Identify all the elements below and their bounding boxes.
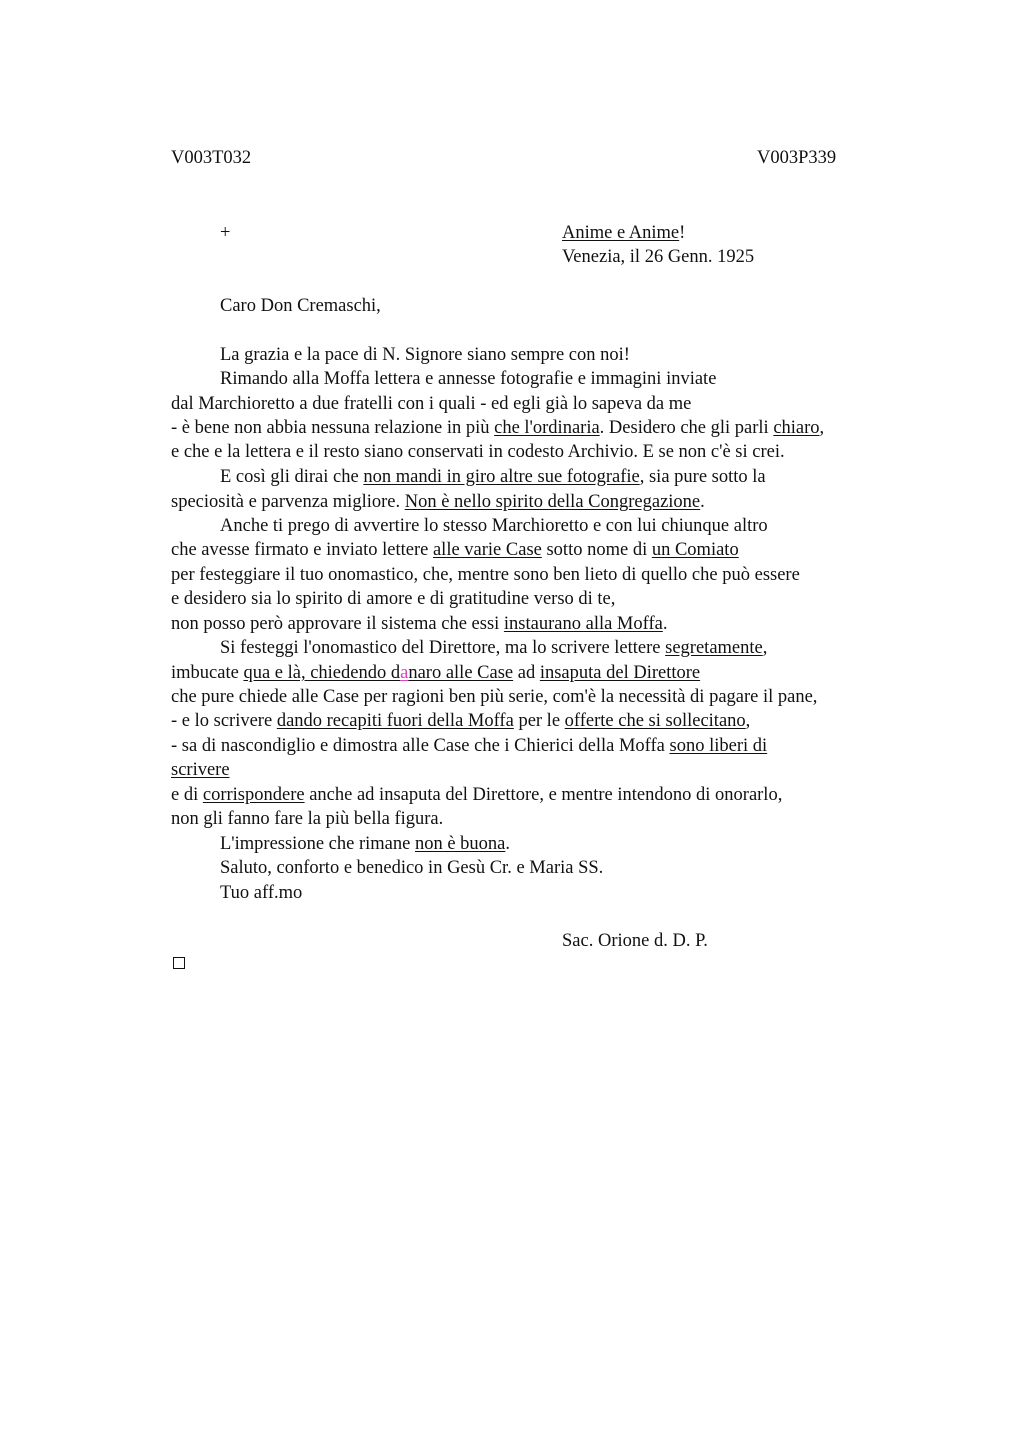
underlined-phrase: offerte che si sollecitano (564, 711, 746, 731)
underlined-phrase: alle varie Case (432, 540, 542, 560)
underlined-phrase: dando recapiti fuori della Moffa (276, 711, 514, 731)
text-run: , (819, 418, 825, 438)
underlined-phrase: segretamente (665, 638, 763, 658)
text-run: sotto nome di (541, 540, 652, 560)
body-line-20: non gli fanno fare la più bella figura. (171, 809, 444, 829)
text-run: che avesse firmato e inviato lettere (171, 540, 433, 560)
underlined-phrase: Non è nello spirito della Congregazione (404, 492, 701, 512)
signature: Sac. Orione d. D. P. (562, 931, 708, 951)
text-run: - è bene non abbia nessuna relazione in più (171, 418, 495, 438)
body-line-22: Saluto, conforto e benedico in Gesù Cr. e Maria SS. (220, 858, 604, 878)
motto (562, 221, 685, 245)
body-line-6 (220, 465, 766, 489)
cross-symbol: + (220, 223, 231, 243)
text-run: L'impressione che rimane (220, 834, 415, 854)
body-line-11: e desidero sia lo spirito di amore e di gratitudine verso di te, (171, 589, 616, 609)
body-line-13 (220, 636, 767, 660)
body-line-16 (171, 709, 750, 733)
text-run: . Desidero che gli parli (599, 418, 774, 438)
underlined-phrase: instaurano alla Moffa (503, 614, 663, 634)
body-line-19 (171, 783, 782, 807)
motto-tail: ! (679, 223, 686, 243)
text-run: , (762, 638, 768, 658)
text-run: Si festeggi l'onomastico del Direttore, ma lo scrivere lettere (220, 638, 666, 658)
place-date: Venezia, il 26 Genn. 1925 (562, 247, 755, 267)
greeting: Caro Don Cremaschi, (220, 296, 381, 316)
text-run: , sia pure sotto la (639, 467, 766, 487)
body-line-5: e che e la lettera e il resto siano conservati in codesto Archivio. E se non c'è si crei. (171, 442, 785, 462)
underlined-phrase: non mandi in giro altre sue fotografie (363, 467, 640, 487)
highlighted-letter: a (400, 663, 409, 683)
underlined-phrase: insaputa del Direttore (539, 663, 701, 683)
text-run: - e lo scrivere (171, 711, 277, 731)
underlined-phrase: sono liberi di (669, 736, 768, 756)
motto-underlined: Anime e Anime (562, 223, 680, 243)
underlined-phrase: scrivere (171, 760, 230, 780)
underlined-phrase: che l'ordinaria (494, 418, 600, 438)
body-line-14 (171, 661, 700, 685)
underlined-phrase: corrispondere (202, 785, 305, 805)
text-run: anche ad insaputa del Direttore, e mentre intendono di onorarlo, (304, 785, 783, 805)
body-line-15: che pure chiede alle Case per ragioni ben più serie, com'è la necessità di pagare il pane, (171, 687, 818, 707)
document-code-right: V003P339 (757, 148, 837, 168)
body-line-9 (171, 538, 739, 562)
text-run: . (700, 492, 705, 512)
text-run: imbucate (171, 663, 244, 683)
body-line-10: per festeggiare il tuo onomastico, che, mentre sono ben lieto di quello che può essere (171, 565, 800, 585)
text-run: non posso però approvare il sistema che essi (171, 614, 504, 634)
text-run: ad (513, 663, 540, 683)
body-line-1: La grazia e la pace di N. Signore siano sempre con noi! (220, 345, 630, 365)
text-run: . (505, 834, 511, 854)
body-line-2: Rimando alla Moffa lettera e annesse fotografie e immagini inviate (220, 369, 717, 389)
body-line-12 (171, 612, 667, 636)
text-run: per le (513, 711, 565, 731)
body-line-7 (171, 490, 705, 514)
closing: Tuo aff.mo (220, 883, 303, 903)
text-run: e di (171, 785, 203, 805)
body-line-4 (171, 416, 824, 440)
underlined-phrase: un Comiato (651, 540, 739, 560)
underlined-phrase: chiaro (773, 418, 820, 438)
document-code-left: V003T032 (171, 148, 252, 168)
text-run: . (662, 614, 668, 634)
body-line-3: dal Marchioretto a due fratelli con i quali - ed egli già lo sapeva da me (171, 394, 692, 414)
body-line-8: Anche ti prego di avvertire lo stesso Marchioretto e con lui chiunque altro (220, 516, 768, 536)
text-run: E così gli dirai che (220, 467, 364, 487)
body-line-17 (171, 734, 767, 758)
text-run: , (745, 711, 751, 731)
underlined-phrase: naro alle Case (408, 663, 514, 683)
underlined-phrase: qua e là, chiedendo d (243, 663, 401, 683)
text-run: speciosità e parvenza migliore. (171, 492, 405, 512)
body-line-21 (220, 832, 510, 856)
body-line-18 (171, 758, 230, 782)
text-run: - sa di nascondiglio e dimostra alle Case che i Chierici della Moffa (171, 736, 670, 756)
underlined-phrase: non è buona (414, 834, 506, 854)
square-outline-icon (173, 957, 185, 969)
